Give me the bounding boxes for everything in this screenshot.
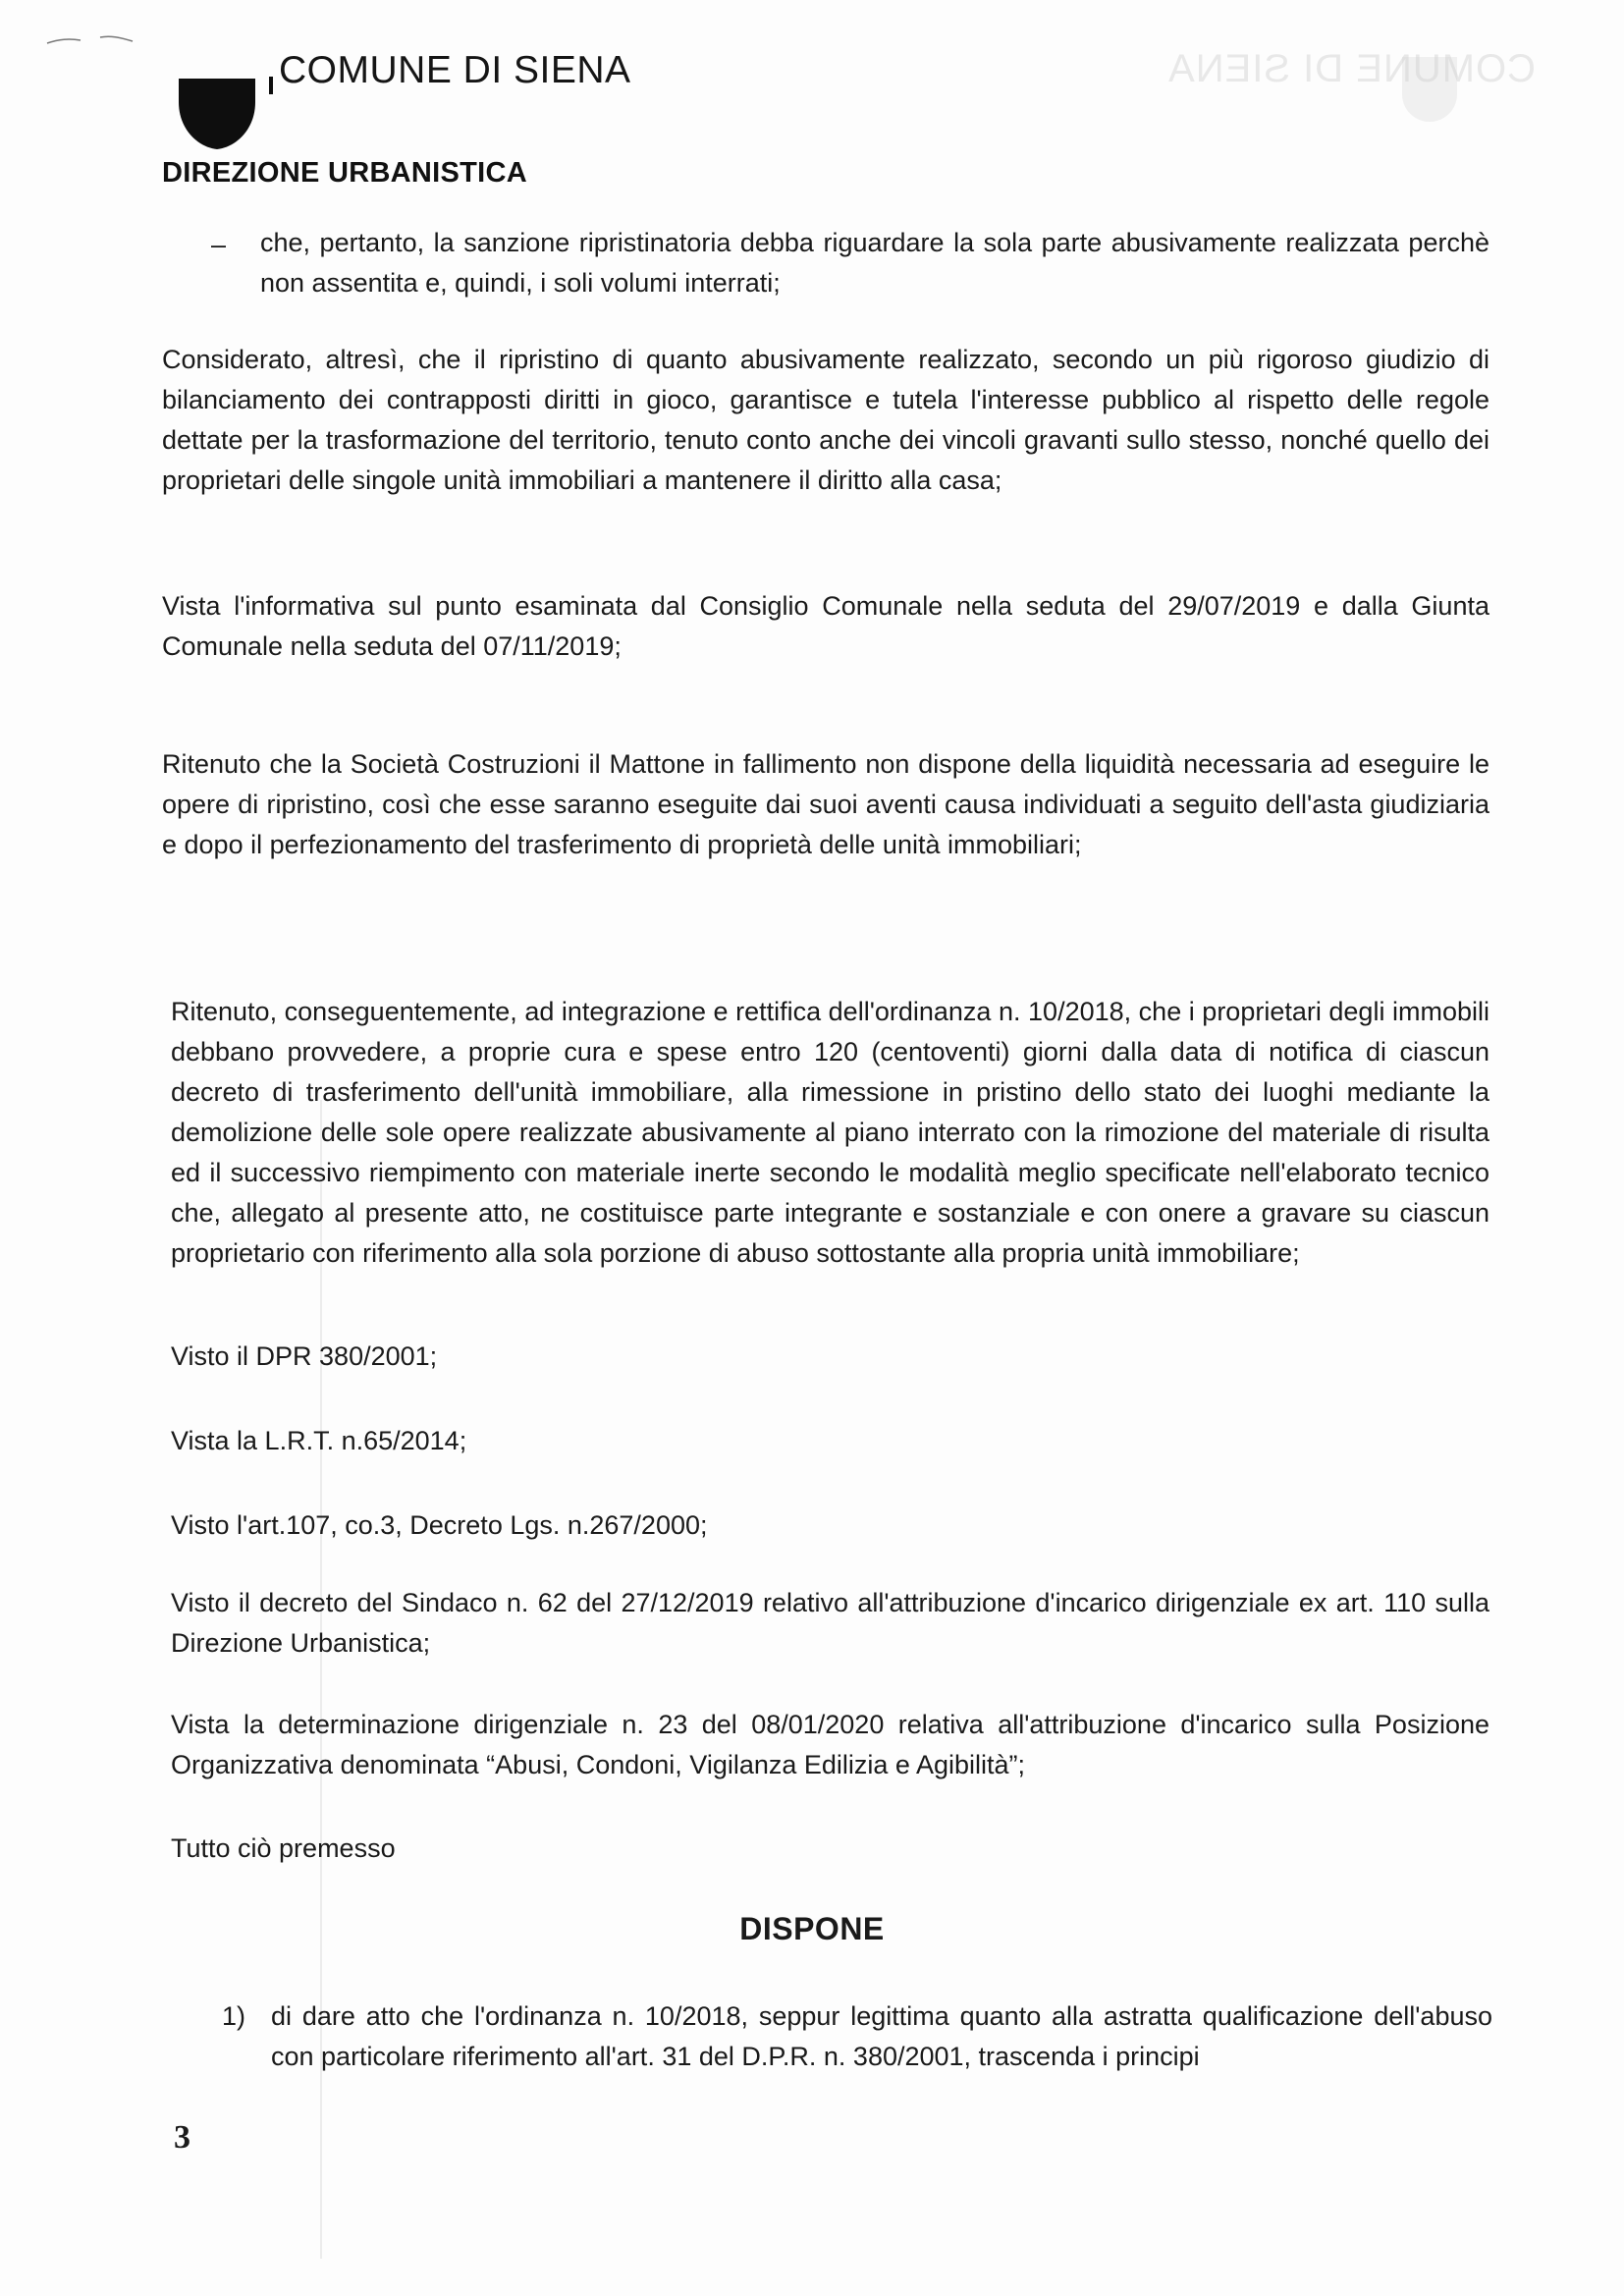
- paragraph-considerato: Considerato, altresì, che il ripristino di quanto abusivamente realizzato, secondo un più rigoroso giudizio di bilanciamento dei contrapposti diritti in gioco, garantisce e tutela l'interesse pubblico al rispetto delle regole dettate per la trasformazione del territorio, tenuto conto anche dei vincoli gravanti sullo stesso, nonché quello dei proprietari delle singole unità immobiliari a mantenere il diritto alla casa;: [162, 345, 1489, 495]
- page-number: 3: [174, 2119, 190, 2156]
- letterhead: [167, 39, 756, 137]
- dispone-item-text: di dare atto che l'ordinanza n. 10/2018, seppur legittima quanto alla astratta qualificazione dell'abuso con particolare riferimento all'art. 31 del D.P.R. n. 380/2001, trascenda i principi: [271, 2001, 1492, 2071]
- department-title: DIREZIONE URBANISTICA: [162, 157, 528, 189]
- paragraph-vista-determinazione: Vista la determinazione dirigenziale n. 23 del 08/01/2020 relativa all'attribuzione d'incarico sulla Posizione Organizzativa denominata “Abusi, Condoni, Vigilanza Edilizia e Agibilità”;: [171, 1710, 1489, 1779]
- paragraph-visto-decreto: Visto il decreto del Sindaco n. 62 del 27/12/2019 relativo all'attribuzione d'incarico dirigenziale ex art. 110 sulla Direzione Urbanistica;: [171, 1588, 1489, 1658]
- premise-dash-item: che, pertanto, la sanzione ripristinatoria debba riguardare la sola parte abusivamente realizzata perchè non assentita e, quindi, i soli volumi interrati;: [260, 228, 1489, 298]
- comune-title: COMUNE DI SIENA: [279, 49, 631, 91]
- dispone-heading: DISPONE: [739, 1911, 885, 1946]
- paragraph-premesso: Tutto ciò premesso: [171, 1833, 396, 1863]
- paragraph-visto-art: Visto l'art.107, co.3, Decreto Lgs. n.267/2000;: [171, 1510, 708, 1540]
- paragraph-visto-dpr: Visto il DPR 380/2001;: [171, 1341, 438, 1371]
- ghost-header-text: COMUNE DI SIENA: [1166, 47, 1536, 90]
- scan-artifact-line: [320, 1100, 322, 2259]
- paragraph-ritenuto-2: Ritenuto, conseguentemente, ad integrazione e rettifica dell'ordinanza n. 10/2018, che i proprietari degli immobili debbano provvedere, a proprie cura e spese entro 120 (centoventi) giorni dalla data di notifica di ciascun decreto di trasferimento dell'unità immobiliare, alla rimessione in pristino dello stato dei luoghi mediante la demolizione delle sole opere realizzate abusivamente al piano interrato con la rimozione del materiale di risulta ed il successivo riempimento con materiale inerte secondo le modalità meglio specificate nell'elaborato tecnico che, allegato al presente atto, ne costituisce parte integrante e sostanziale e con onere a gravare su ciascun proprietario con riferimento alla sola porzione di abuso sottostante alla propria unità immobiliare;: [171, 997, 1489, 1268]
- dispone-item-number: 1): [222, 2001, 246, 2031]
- dash-bullet: –: [211, 230, 227, 259]
- paragraph-vista-lrt: Vista la L.R.T. n.65/2014;: [171, 1426, 467, 1455]
- paragraph-vista-informativa: Vista l'informativa sul punto esaminata dal Consiglio Comunale nella seduta del 29/07/2019 e dalla Giunta Comunale nella seduta del 07/11/2019;: [162, 591, 1489, 661]
- pen-scribble-icon: [39, 29, 137, 49]
- paragraph-ritenuto-1: Ritenuto che la Società Costruzioni il Mattone in fallimento non dispone della liquidità necessaria ad eseguire le opere di ripristino, così che esse saranno eseguite dai suoi aventi causa individuati a seguito dell'asta giudiziaria e dopo il perfezionamento del trasferimento di proprietà delle unità immobiliari;: [162, 749, 1489, 859]
